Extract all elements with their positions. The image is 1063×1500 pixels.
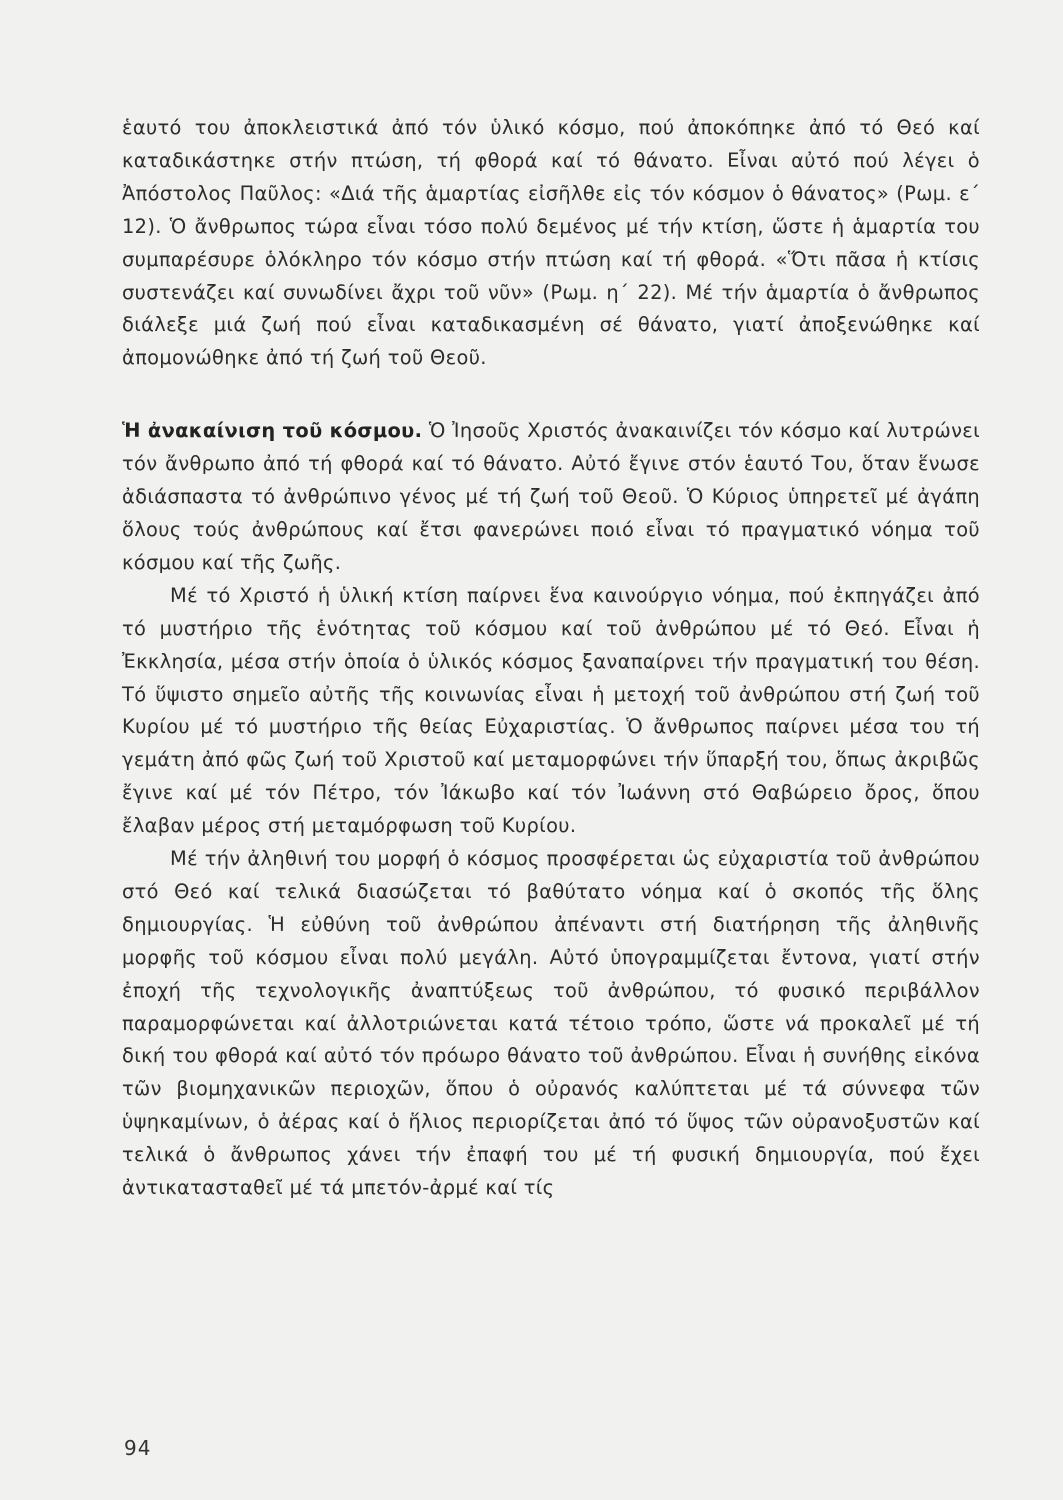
paragraph-2 [122, 415, 980, 580]
paragraph-3: Μέ τό Χριστό ἡ ὑλική κτίση παίρνει ἕνα καινούργιο νόημα, πού ἐκπηγάζει ἀπό τό μυστήριο τῆς ἑνότητας τοῦ κόσμου καί τοῦ ἀνθρώπου μέ τό Θεό. Εἶναι ἡ Ἐκκλησία, μέσα στήν ὁποία ὁ ὑλικός κόσμος ξαναπαίρνει τήν πραγματική του θέση. Τό ὕψιστο σημεῖο αὐτῆς τῆς κοινωνίας εἶναι ἡ μετοχή τοῦ ἀνθρώπου στή ζωή τοῦ Κυρίου μέ τό μυστήριο τῆς θείας Εὐχαριστίας. Ὁ ἄνθρωπος παίρνει μέσα του τή γεμάτη ἀπό φῶς ζωή τοῦ Χριστοῦ καί μεταμορφώνει τήν ὕπαρξή του, ὅπως ἀκριβῶς ἔγινε καί μέ τόν Πέτρο, τόν Ἰάκωβο καί τόν Ἰωάννη στό Θαβώρειο ὄρος, ὅπου ἔλαβαν μέρος στή μεταμόρφωση τοῦ Κυρίου. [122, 583, 980, 838]
paragraph-4: Μέ τήν ἀληθινή του μορφή ὁ κόσμος προσφέρεται ὡς εὐχαριστία τοῦ ἀνθρώπου στό Θεό καί τελικά διασώζεται τό βαθύτατο νόημα καί ὁ σκοπός τῆς ὅλης δημιουργίας. Ἡ εὐθύνη τοῦ ἀνθρώπου ἀπέναντι στή διατήρηση τῆς ἀληθινῆς μορφῆς τοῦ κόσμου εἶναι πολύ μεγάλη. Αὐτό ὑπογραμμίζεται ἔντονα, γιατί στήν ἐποχή τῆς τεχνολογικῆς ἀναπτύξεως τοῦ ἀνθρώπου, τό φυσικό περιβάλλον παραμορφώνεται καί ἀλλοτριώνεται κατά τέτοιο τρόπο, ὥστε νά προκαλεῖ μέ τή δική του φθορά καί αὐτό τόν πρόωρο θάνατο τοῦ ἀνθρώπου. Εἶναι ἡ συνήθης εἰκόνα τῶν βιομηχανικῶν περιοχῶν, ὅπου ὁ οὐρανός καλύπτεται μέ τά σύννεφα τῶν ὑψηκαμίνων, ὁ ἀέρας καί ὁ ἥλιος περιορίζεται ἀπό τό ὕψος τῶν οὐρανοξυστῶν καί τελικά ὁ ἄνθρωπος χάνει τήν ἐπαφή του μέ τή φυσική δημιουργία, πού ἔχει ἀντικατασταθεῖ μέ τά μπετόν-ἀρμέ καί τίς [122, 847, 980, 1200]
section-gap [122, 375, 980, 415]
section-heading: Ἡ ἀνακαίνιση τοῦ κόσμου. [122, 419, 423, 443]
paragraph-1: ἑαυτό του ἀποκλειστικά ἀπό τόν ὑλικό κόσμο, πού ἀποκόπηκε ἀπό τό Θεό καί καταδικάστηκε στήν πτώση, τή φθορά καί τό θάνατο. Εἶναι αὐτό πού λέγει ὁ Ἀπόστολος Παῦλος: «Διά τῆς ἁμαρτίας εἰσῆλθε εἰς τόν κόσμον ὁ θάνατος» (Ρωμ. ε΄ 12). Ὁ ἄνθρωπος τώρα εἶναι τόσο πολύ δεμένος μέ τήν κτίση, ὥστε ἡ ἁμαρτία του συμπαρέσυρε ὁλόκληρο τόν κόσμο στήν πτώση καί τή φθορά. «Ὅτι πᾶσα ἡ κτίσις συστενάζει καί συνωδίνει ἄχρι τοῦ νῦν» (Ρωμ. η΄ 22). Μέ τήν ἁμαρτία ὁ ἄνθρωπος διάλεξε μιά ζωή πού εἶναι καταδικασμένη σέ θάνατο, γιατί ἀποξενώθηκε καί ἀπομονώθηκε ἀπό τή ζωή τοῦ Θεοῦ. [122, 116, 980, 370]
page-number: 94 [124, 1436, 152, 1460]
body-text [122, 112, 980, 1205]
paragraph-2-body: Ὁ Ἰησοῦς Χριστός ἀνακαινίζει τόν κόσμο καί λυτρώνει τόν ἄνθρωπο ἀπό τή φθορά καί τό θάνατο. Αὐτό ἔγινε στόν ἑαυτό Του, ὅταν ἕνωσε ἀδιάσπαστα τό ἀνθρώπινο γένος μέ τή ζωή τοῦ Θεοῦ. Ὁ Κύριος ὑπηρετεῖ μέ ἀγάπη ὅλους τούς ἀνθρώπους καί ἔτσι φανερώνει ποιό εἶναι τό πραγματικό νόημα τοῦ κόσμου καί τῆς ζωῆς. [122, 419, 980, 574]
